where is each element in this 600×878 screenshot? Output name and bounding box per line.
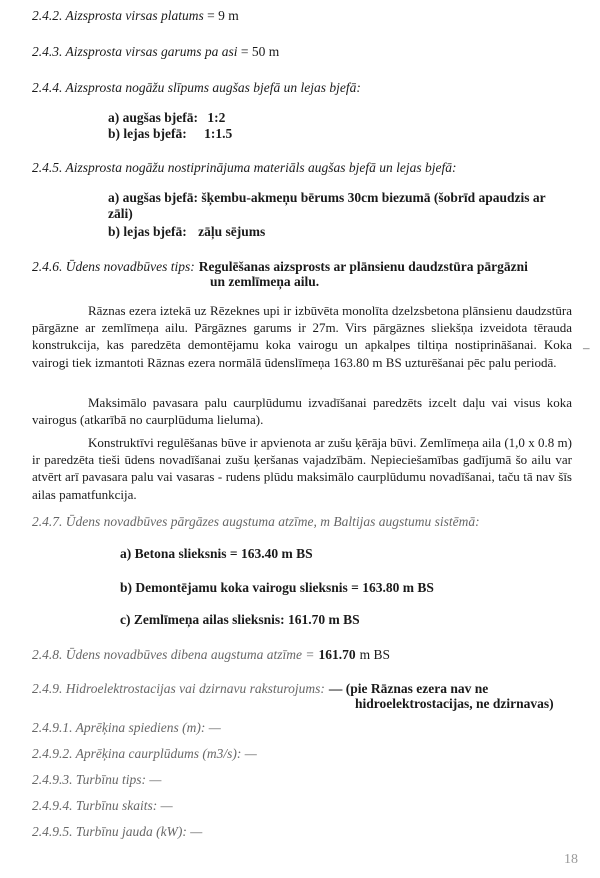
section-2-4-9-label: 2.4.9. Hidroelektrostacijas vai dzirnavu raksturojums: (32, 681, 325, 696)
description-paragraph-2-text: Maksimālo pavasara palu caurplūdumu izvadīšanai paredzēts izcelt daļu vai visus koka vairogus (atkarībā no caurplūduma lieluma). (32, 395, 572, 428)
slope-downstream-value: 1:1.5 (204, 126, 233, 141)
section-2-4-5-heading: 2.4.5. Aizsprosta nogāžu nostiprinājuma materiāls augšas bjefā un lejas bjefā: (32, 160, 457, 175)
slope-downstream (108, 126, 232, 142)
section-2-4-7-heading: 2.4.7. Ūdens novadbūves pārgāzes augstuma atzīme, m Baltijas augstumu sistēmā: (32, 514, 480, 529)
reinforcement-downstream (108, 224, 265, 240)
description-paragraph-2 (32, 394, 572, 428)
slope-upstream-value: 1:2 (207, 110, 226, 125)
page-number: 18 (564, 852, 578, 867)
section-2-4-8-label: 2.4.8. Ūdens novadbūves dibena augstuma atzīme = (32, 647, 315, 662)
section-2-4-8-value: 161.70 (318, 647, 356, 662)
sub-item-design-head: 2.4.9.1. Aprēķina spiediens (m): — (32, 720, 221, 735)
section-2-4-4-heading: 2.4.4. Aizsprosta nogāžu slīpums augšas bjefā un lejas bjefā: (32, 80, 361, 95)
section-2-4-3-value: = 50 m (240, 44, 280, 59)
slope-downstream-label: b) lejas bjefā: (108, 126, 187, 141)
reinforcement-upstream-line2: zāli) (108, 206, 133, 221)
section-2-4-2-label: 2.4.2. Aizsprosta virsas platums (32, 8, 204, 23)
section-2-4-6-value-line1: Regulēšanas aizsprosts ar plānsienu daudzstūra pārgāzni (198, 259, 528, 274)
reinforcement-downstream-label: b) lejas bjefā: (108, 224, 187, 239)
section-2-4-6-label: 2.4.6. Ūdens novadbūves tips: (32, 259, 195, 274)
slope-upstream (108, 110, 225, 126)
section-2-4-9-value-line1: — (pie Rāznas ezera nav ne (328, 681, 489, 696)
section-2-4-2 (32, 8, 239, 24)
sub-item-turbine-power: 2.4.9.5. Turbīnu jauda (kW): — (32, 824, 203, 839)
description-paragraph-1 (32, 302, 572, 371)
section-2-4-3 (32, 44, 279, 60)
crest-wooden-shield-sill: b) Demontējamu koka vairogu slieksnis = 163.80 m BS (120, 580, 434, 595)
margin-mark: – (583, 340, 590, 355)
section-2-4-3-label: 2.4.3. Aizsprosta virsas garums pa asi (32, 44, 238, 59)
section-2-4-8-unit: m BS (359, 647, 390, 662)
sub-item-turbine-type: 2.4.9.3. Turbīnu tips: — (32, 772, 162, 787)
crest-concrete-sill: a) Betona slieksnis = 163.40 m BS (120, 546, 313, 561)
reinforcement-upstream-line1: a) augšas bjefā: šķembu-akmeņu bērums 30cm biezumā (šobrīd apaudzis ar (108, 190, 546, 205)
sub-item-design-discharge: 2.4.9.2. Aprēķina caurplūdums (m3/s): — (32, 746, 257, 761)
section-2-4-6-value-line2: un zemlīmeņa ailu. (210, 274, 320, 289)
description-paragraph-3-text: Konstruktīvi regulēšanas būve ir apvienota ar zušu ķērāja būvi. Zemlīmeņa aila (1,0 x 0.8 m) ir paredzēta tieši ūdens novadīšanai zušu ķeršanas vajadzībām. Nepieciešamības gadījumā šo ailu var atvērt arī pavasara palu vai vasaras - rudens plūdu maksimālo caurplūdumu novadīšanai, taču tā nav šīs ailas pamatfunkcija. (32, 435, 572, 502)
description-paragraph-3 (32, 434, 572, 503)
slope-upstream-label: a) augšas bjefā: (108, 110, 198, 125)
reinforcement-downstream-value: zāļu sējums (198, 224, 266, 239)
section-2-4-8 (32, 646, 390, 664)
section-2-4-9-value-line2: hidroelektrostacijas, ne dzirnavas) (355, 696, 554, 711)
crest-bottom-opening-sill: c) Zemlīmeņa ailas slieksnis: 161.70 m BS (120, 612, 360, 627)
description-paragraph-1-text: Rāznas ezera iztekā uz Rēzeknes upi ir izbūvēta monolīta dzelzsbetona plānsienu daudzstūra pārgāzne ar zemlīmeņa ailu. Pārgāznes garums ir 27m. Virs pārgāznes sliekšņa izveidota tērauda konstrukcija, kas paredzēta demontējamu koka vairogu un apkalpes tiltiņa nostiprināšanai. Koka vairogi tiek izmantoti Rāznas ezera normālā ūdenslīmeņa 163.80 m BS uzturēšanai pēc palu periodā. (32, 303, 572, 370)
section-2-4-2-value: = 9 m (207, 8, 239, 23)
sub-item-turbine-count: 2.4.9.4. Turbīnu skaits: — (32, 798, 173, 813)
